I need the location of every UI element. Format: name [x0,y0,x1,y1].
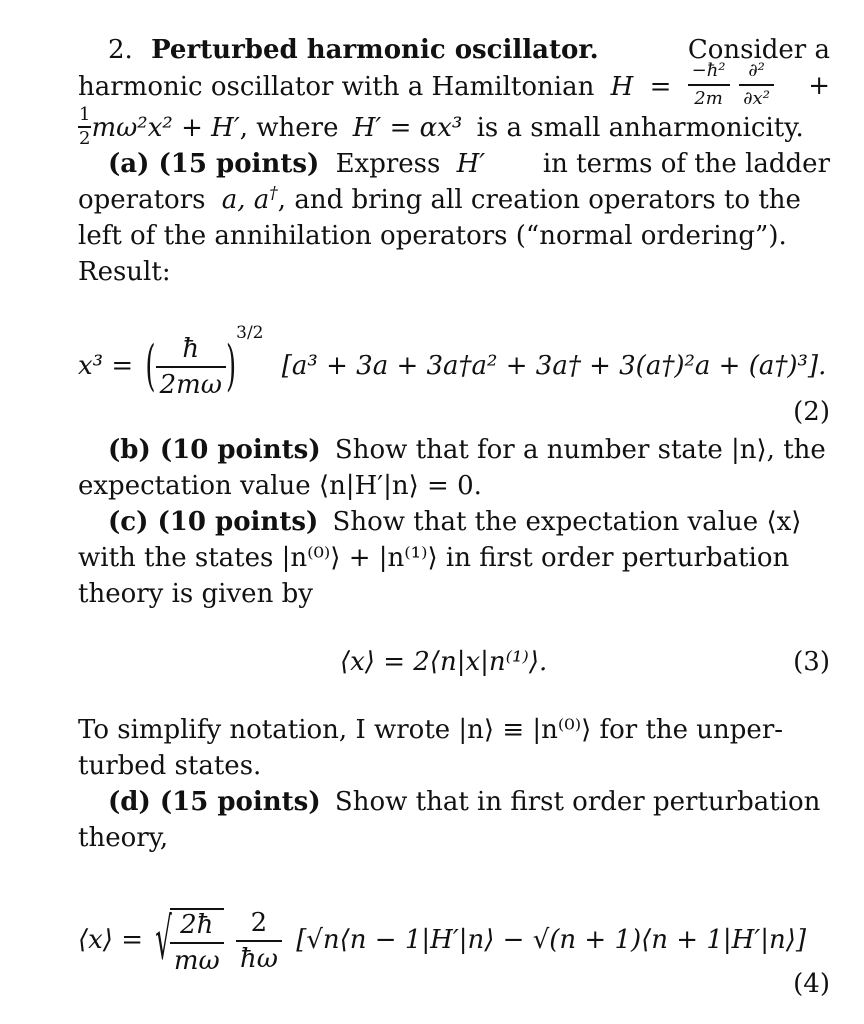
equation-4 [78,908,830,974]
problem-title: Perturbed harmonic oscillator. [151,35,599,65]
part-d-text-2: theory, [78,823,169,853]
notation-text-2: turbed states. [78,751,262,781]
part-d-line-2 [78,820,830,856]
part-b-line-2 [78,468,830,504]
eq2-rhs: [a³ + 3a + 3a†a² + 3a† + 3(a†)²a + (a†)³]. [281,351,827,381]
equation-2: x³ = ( $\frac{ħ}{2m\omega}$ )$^{3/2}$ [a³ + 3a + 3a†a² + 3a† + 3(a†)²a + (a†)³]. [78,323,827,400]
part-c-label: (c) (10 points) [108,507,319,537]
part-b-text-1: Show that for a number state |n⟩, the [334,435,826,465]
part-c-text-3: theory is given by [78,579,313,609]
part-a-line-4 [78,254,830,290]
part-c-line-2 [78,540,830,576]
eq2-lhs: x³ = [78,351,134,381]
part-a-line-1: (a) (15 points) Express H′ in terms of the ladder [108,146,830,182]
part-a-line-2 [78,182,830,218]
intro-line-3: $\frac{1}{2}$ mω²x² + H′, where H′ = αx³ is a small anharmonicity. [79,104,804,149]
eq4-lhs: ⟨x⟩ = [78,925,143,955]
part-d-text-1: Show that in first order perturbation [334,787,821,817]
part-c-text-2: with the states |n⁽⁰⁾⟩ + |n⁽¹⁾⟩ in first order perturbation [78,543,790,573]
intro-line-2 [78,60,830,109]
eq2-number: (2) [793,397,830,427]
eq3-text: ⟨x⟩ = 2⟨n|x|n⁽¹⁾⟩. [340,647,548,677]
part-a-text-5: left of the annihilation operators (“normal ordering”). [78,221,787,251]
notation-line-1 [78,712,830,748]
part-a-text-1: Express [335,149,441,179]
intro-text-3: , where [239,113,339,143]
part-a-text-6: Result: [78,257,171,287]
intro-text-4: is a small anharmonicity. [476,113,804,143]
eq4-number: (4) [793,969,830,999]
notation-line-2 [78,748,830,784]
potential-term: mω²x² [91,113,173,143]
notation-text-1: To simplify notation, I wrote |n⟩ ≡ |n⁽⁰⁾⟩ for the unper- [78,715,784,745]
intro-text-1: Consider a [687,35,830,65]
eq3-number: (3) [793,647,830,677]
part-d-label: (d) (15 points) [108,787,321,817]
eq4-bracket: [√n⟨n − 1|H′|n⟩ − √(n + 1)⟨n + 1|H′|n⟩] [296,925,807,955]
problem-number: 2. [108,35,133,65]
eq4-sqrt-prefactor: √ $\frac{2ħ}{m\omega}$ [155,908,223,974]
half-fraction: $\frac{1}{2}$ [79,104,91,149]
hamiltonian-symbol: H [610,72,634,102]
part-b-text-2: expectation value ⟨n|H′|n⟩ = 0. [78,471,482,501]
equals-sign: = [649,72,672,102]
part-c-text-1: Show that the expectation value ⟨x⟩ [332,507,802,537]
intro-text-2: harmonic oscillator with a Hamiltonian [78,72,595,102]
part-a-text-3: operators [78,185,206,215]
part-b-label: (b) (10 points) [108,435,321,465]
eq2-number-line [78,394,830,430]
part-b-line-1 [108,432,830,468]
part-a-text-2: in terms of the ladder [542,149,830,179]
eq2-prefactor: $\frac{ħ}{2m\omega}$ [156,336,226,398]
kinetic-term: $\frac{\text{−ħ²}}{2m}$ $\frac{\text{∂²}}{\text{∂x²}}$ [688,62,774,108]
ladder-operators: a, a† [221,183,278,215]
part-a-line-3 [78,218,830,254]
eq4-prefactor-2: $\frac{2}{ħ\omega}$ [236,910,282,972]
part-a-text-4: , and bring all creation operators to the [277,185,801,215]
part-c-line-3 [78,576,830,612]
part-a-label: (a) (15 points) [108,149,320,179]
plus-sign: + [808,71,830,101]
perturbation-symbol: H′ [211,113,240,143]
part-d-line-1 [108,784,830,820]
anharmonic-term: αx³ [419,113,463,143]
part-c-line-1 [108,504,830,540]
eq4-number-line [78,966,830,1002]
